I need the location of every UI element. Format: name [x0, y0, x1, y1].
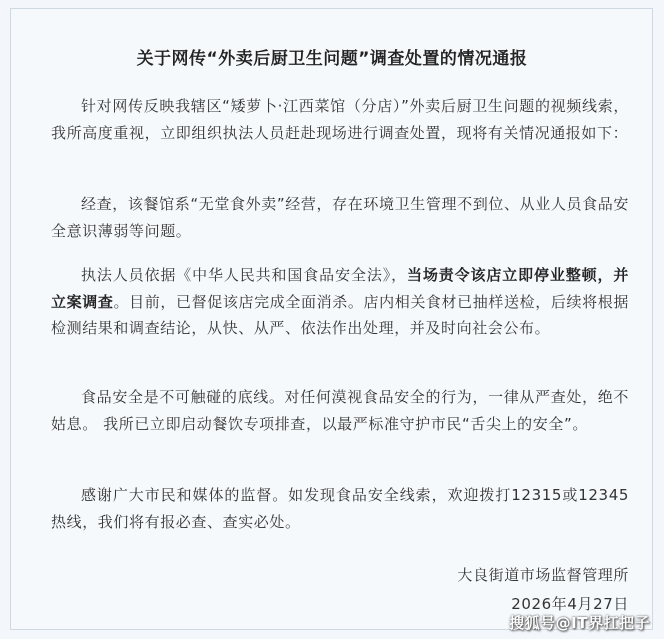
- enforcement-text-bold: 当场责令该店立即停业整顿，并立案调查: [51, 266, 629, 311]
- paragraph-intro: 针对网传反映我辖区“矮萝卜·江西菜馆（分店）”外卖后厨卫生问题的视频线索，我所高度重视，立即组织执法人员赶赴现场进行调查处置，现将有关情况通报如下：: [51, 97, 629, 142]
- paragraph-bottom-line: 食品安全是不可触碰的底线。对任何漠视食品安全的行为，一律从严查处，绝不姑息。 我所已立即启动餐饮专项排查，以最严标准守护市民“舌尖上的安全”。: [51, 388, 629, 433]
- page-title: 关于网传“外卖后厨卫生问题”调查处置的情况通报: [136, 49, 528, 69]
- paragraph-findings: 经查，该餐馆系“无堂食外卖”经营，存在环境卫生管理不到位、从业人员食品安全意识薄弱等问题。: [51, 195, 629, 240]
- enforcement-text-lead: 执法人员依据《中华人民共和国食品安全法》，: [81, 266, 407, 284]
- watermark: 搜狐号@IT界扛把子: [509, 614, 650, 632]
- signature-organization: 大良街道市场监督管理所: [457, 566, 629, 584]
- paragraph-thanks: 感谢广大市民和媒体的监督。如发现食品安全线索，欢迎拨打12315或12345热线，我们将有报必查、查实必处。: [51, 486, 629, 531]
- enforcement-text-tail: 。目前，已督促该店完成全面消杀。店内相关食材已抽样送检，后续将根据检测结果和调查结论，从快、从严、依法作出处理，并及时向社会公布。: [51, 292, 629, 337]
- signature-date: 2026年4月27日: [511, 595, 629, 613]
- paragraph-enforcement: [51, 262, 629, 342]
